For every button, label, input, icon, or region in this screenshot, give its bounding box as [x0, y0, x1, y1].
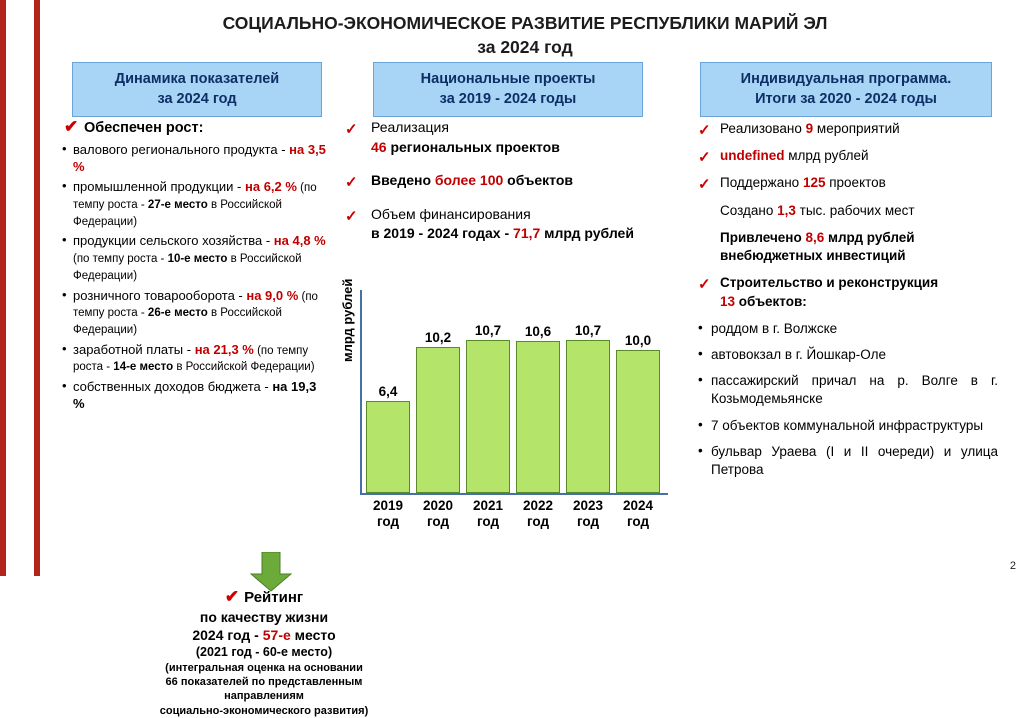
- chart-x-tick-label: 2020 год: [422, 498, 454, 530]
- national-project-item: [345, 205, 665, 244]
- chart-bar: [566, 340, 610, 493]
- indicator-label: розничного товарооборота -: [73, 287, 247, 303]
- chart-bar-group: [566, 323, 610, 493]
- chart-bar-group: [516, 324, 560, 493]
- indicator-label: промышленной продукции -: [73, 179, 245, 195]
- chart-y-axis-label: млрд рублей: [340, 278, 355, 362]
- program-investment-value: 8,6: [805, 229, 825, 245]
- chart-bar: [516, 341, 560, 493]
- project-line1: Объем финансирования: [371, 205, 531, 222]
- chart-bar: [416, 347, 460, 493]
- chart-bar-value: 10,2: [424, 330, 452, 345]
- chart-bar-group: [466, 323, 510, 493]
- growth-indicator-item: [62, 342, 330, 375]
- chart-bar-group: [616, 333, 660, 493]
- growth-indicator-item: [62, 379, 330, 412]
- construction-heading: ✓ Строительство и реконструкция 13 объектов:: [698, 275, 939, 309]
- bullet-icon: •: [698, 319, 703, 335]
- indicator-note: на 19,3 %: [73, 379, 317, 411]
- column-individual-program: [698, 120, 998, 487]
- program-result-item: Создано 1,3 тыс. рабочих мест: [720, 202, 915, 218]
- check-icon: ✓: [345, 207, 358, 225]
- national-project-item: [345, 118, 665, 157]
- program-result-value: undefined: [720, 148, 785, 164]
- chart-x-tick-labels: [364, 498, 668, 538]
- chart-bars: [364, 290, 668, 493]
- individual-program-list: [698, 120, 998, 311]
- chart-bar-value: 10,0: [624, 333, 652, 348]
- indicator-note: (по темпу роста - 27-е место в Российской Федерации): [73, 182, 317, 228]
- bullet-icon: •: [62, 286, 67, 302]
- column-header-individual-program: [700, 62, 992, 117]
- growth-indicator-item: [62, 142, 330, 175]
- program-investment-note: внебюджетных инвестиций: [720, 248, 906, 264]
- program-result-item: ✓ Реализовано 9 мероприятий: [698, 120, 998, 138]
- chart-bar-value: 10,7: [574, 323, 602, 338]
- check-icon: ✔: [64, 117, 79, 136]
- column-national-projects: [345, 118, 665, 258]
- page-title: [60, 12, 990, 59]
- border-inner-white: [6, 0, 34, 576]
- indicator-value: на 9,0 %: [246, 287, 299, 303]
- rating-place-value: 57-е: [262, 627, 291, 644]
- check-icon: ✓: [698, 176, 711, 194]
- growth-indicator-item: [62, 233, 330, 283]
- growth-heading-label: Обеспечен рост:: [84, 120, 204, 136]
- chart-bar-group: [416, 330, 460, 493]
- indicator-value: на 6,2 %: [245, 179, 297, 195]
- indicator-label: продукции сельского хозяйства -: [73, 233, 274, 249]
- indicator-value: на 4,8 %: [273, 233, 326, 249]
- chart-x-tick-label: 2023 год: [572, 498, 604, 530]
- construction-count: 13: [720, 293, 736, 309]
- bullet-icon: •: [698, 442, 703, 458]
- chart-bar-value: 10,6: [524, 324, 552, 339]
- chart-x-tick-label: 2024 год: [622, 498, 654, 530]
- check-icon: ✓: [698, 149, 711, 167]
- page-title-line2: за 2024 год: [477, 36, 573, 57]
- indicator-value: на 21,3 %: [194, 341, 254, 357]
- quality-of-life-rating: [128, 586, 400, 718]
- financing-bar-chart: [340, 278, 670, 540]
- chart-bar: [366, 401, 410, 493]
- column-header-individual-program-line2: Итоги за 2020 - 2024 годы: [755, 90, 937, 107]
- indicator-label: заработной платы -: [73, 341, 195, 357]
- rating-note-line3: социально-экономического развития): [159, 704, 369, 717]
- individual-program-objects-list: [698, 320, 998, 480]
- project-line2: 46 региональных проектов: [371, 138, 560, 155]
- program-result-value: 1,3: [777, 202, 796, 218]
- growth-indicator-list: [62, 142, 330, 412]
- growth-heading: [62, 117, 330, 136]
- program-result-value: 125: [802, 175, 826, 191]
- bullet-icon: •: [698, 372, 703, 388]
- project-line2: Введено более 100 объектов: [371, 172, 574, 189]
- chart-bar-value: 10,7: [474, 323, 502, 338]
- program-investment-item: Привлечено 8,6 млрд рублей внебюджетных инвестиций: [698, 229, 998, 265]
- bullet-icon: •: [62, 378, 67, 394]
- chart-bar-group: [366, 384, 410, 493]
- border-red-strip: [34, 0, 40, 576]
- program-result-item: ✓ undefined млрд рублей: [698, 147, 998, 165]
- chart-bar: [616, 350, 660, 493]
- national-projects-list: [345, 118, 665, 244]
- bullet-icon: •: [62, 340, 67, 356]
- rating-subtitle: по качеству жизни: [199, 609, 329, 626]
- rating-place-suffix: место: [290, 627, 336, 644]
- indicator-note: (по темпу роста - 10-е место в Российской Федерации): [73, 253, 302, 282]
- bullet-icon: •: [62, 141, 67, 156]
- column-header-national-projects: [373, 62, 643, 117]
- construction-object-item: • автовокзал в г. Йошкар-Оле: [698, 345, 887, 362]
- column-header-individual-program-line1: Индивидуальная программа.: [740, 71, 952, 87]
- chart-x-tick-label: 2021 год: [472, 498, 504, 530]
- bullet-icon: •: [698, 345, 703, 361]
- bullet-icon: •: [62, 178, 67, 194]
- check-icon: ✓: [698, 122, 711, 139]
- project-value: 71,7: [513, 225, 541, 242]
- project-line1: Реализация: [371, 119, 449, 135]
- rating-heading: [128, 586, 400, 608]
- indicator-note: (по темпу роста - 14-е место в Российской Федерации): [73, 344, 315, 374]
- column-header-dynamics-line2: за 2024 год: [157, 90, 237, 107]
- indicator-label: собственных доходов бюджета -: [73, 379, 273, 395]
- bullet-icon: •: [62, 232, 67, 248]
- chart-y-axis: [360, 290, 362, 494]
- column-header-dynamics: [72, 62, 322, 117]
- program-result-item: ✓ Поддержано 125 проектов: [698, 174, 998, 192]
- construction-object-item: • 7 объектов коммунальной инфраструктуры: [698, 416, 984, 433]
- rating-value-line: [128, 626, 400, 644]
- rating-heading-label: Рейтинг: [244, 589, 304, 606]
- page-title-line1: СОЦИАЛЬНО-ЭКОНОМИЧЕСКОЕ РАЗВИТИЕ РЕСПУБЛИКИ МАРИЙ ЭЛ: [222, 13, 828, 33]
- check-icon: ✓: [345, 121, 358, 138]
- column-header-national-projects-line2: за 2019 - 2024 годы: [439, 90, 577, 107]
- project-value: более 100: [434, 172, 504, 189]
- chart-x-tick-label: 2022 год: [522, 498, 554, 530]
- indicator-value: на 3,5 %: [73, 142, 326, 174]
- indicator-label: валового регионального продукта -: [73, 142, 290, 157]
- column-header-dynamics-line1: Динамика показателей: [114, 71, 280, 87]
- bullet-icon: •: [698, 416, 703, 432]
- column-header-national-projects-line1: Национальные проекты: [420, 71, 596, 87]
- project-value: 46: [371, 138, 387, 155]
- construction-object-item: • пассажирский причал на р. Волге в г. Козьмодемьянске: [698, 372, 998, 407]
- rating-note-line2: 66 показателей по представленным направлениям: [165, 676, 363, 703]
- indicator-note: (по темпу роста - 26-е место в Российской Федерации): [73, 290, 318, 336]
- chart-bar-value: 6,4: [378, 384, 398, 399]
- national-project-item: [345, 171, 665, 191]
- check-icon: ✓: [345, 174, 358, 192]
- chart-bar: [466, 340, 510, 493]
- chart-x-axis: [360, 493, 668, 495]
- rating-year-label: 2024 год -: [192, 627, 263, 644]
- check-icon: ✓: [698, 276, 711, 294]
- check-icon: ✔: [224, 587, 240, 606]
- chart-x-tick-label: 2019 год: [372, 498, 404, 530]
- growth-indicator-item: [62, 288, 330, 338]
- project-line2: в 2019 - 2024 годах - 71,7 млрд рублей: [371, 225, 634, 242]
- program-result-value: 9: [805, 121, 814, 136]
- construction-object-item: • бульвар Ураева (I и II очереди) и улица Петрова: [698, 442, 998, 478]
- construction-object-item: • роддом в г. Волжске: [698, 319, 838, 336]
- page-number: 2: [1009, 560, 1016, 572]
- rating-previous-year: (2021 год - 60-е место): [195, 645, 333, 660]
- rating-note-line1: (интегральная оценка на основании: [165, 661, 363, 674]
- growth-indicator-item: [62, 179, 330, 229]
